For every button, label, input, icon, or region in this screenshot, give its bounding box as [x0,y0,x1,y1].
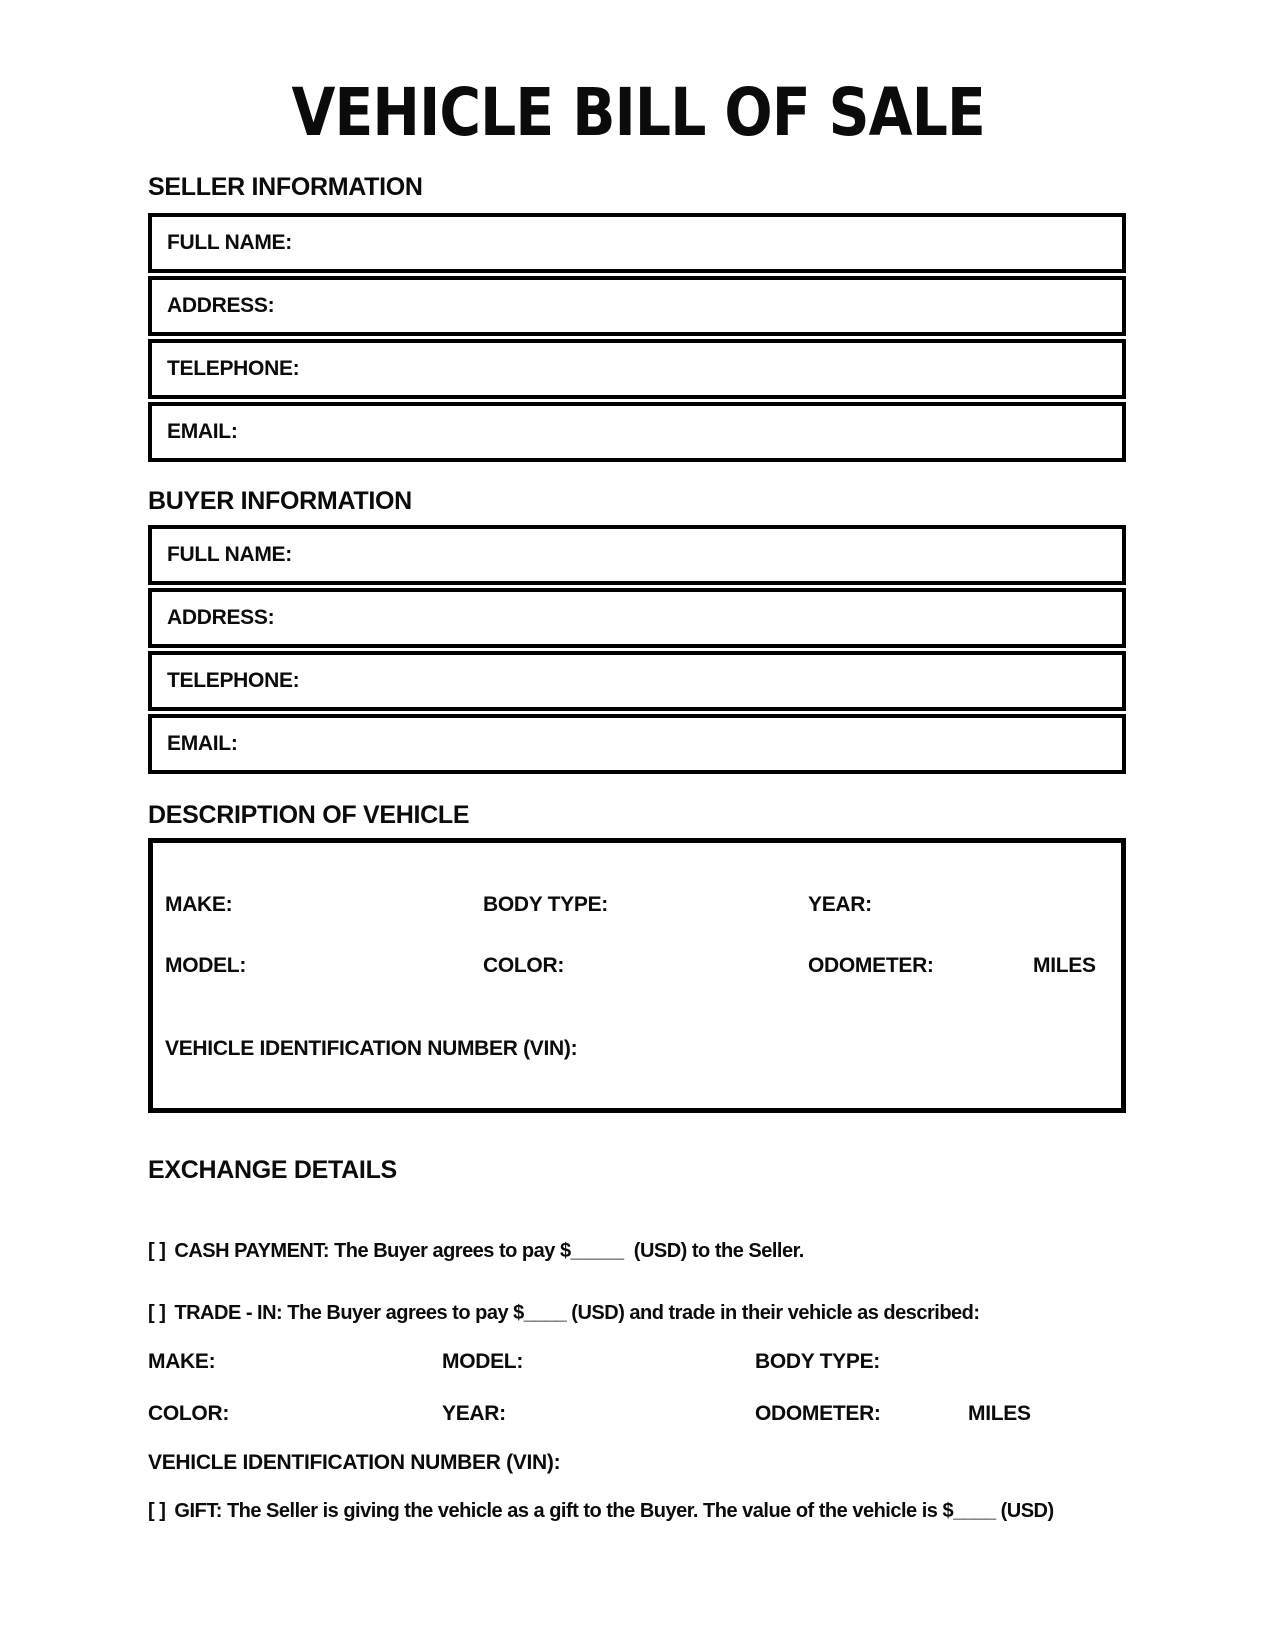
seller-info-box [148,213,1126,462]
buyer-section-heading: BUYER INFORMATION [148,487,412,515]
trade-vehicle-row-2 [148,1401,1188,1427]
trade-body-type-label: BODY TYPE: [755,1350,880,1373]
vehicle-color-label: COLOR: [483,954,565,977]
trade-vehicle-row-1 [148,1349,1188,1375]
seller-email-input[interactable] [238,406,1122,458]
trade-in-text: TRADE - IN: The Buyer agrees to pay $____ (USD) and trade in their vehicle as described: [174,1302,980,1324]
trade-model-label: MODEL: [442,1350,524,1373]
vehicle-body-type-label: BODY TYPE: [483,893,608,916]
vehicle-year-label: YEAR: [808,893,872,916]
buyer-info-box [148,525,1126,774]
buyer-full-name-row [148,525,1126,585]
vehicle-odometer-label: ODOMETER: [808,954,934,977]
buyer-full-name-label: FULL NAME: [167,543,292,566]
gift-text: GIFT: The Seller is giving the vehicle as a gift to the Buyer. The value of the vehicle is $____ (USD) [174,1500,1054,1522]
gift-checkbox[interactable]: [ ] [148,1500,166,1522]
seller-full-name-label: FULL NAME: [167,231,292,254]
cash-payment-checkbox[interactable]: [ ] [148,1240,166,1262]
vehicle-make-label: MAKE: [165,893,233,916]
seller-section-heading: SELLER INFORMATION [148,173,423,201]
trade-year-label: YEAR: [442,1402,506,1425]
vehicle-section-heading: DESCRIPTION OF VEHICLE [148,801,470,829]
exchange-section-heading: EXCHANGE DETAILS [148,1156,397,1184]
trade-miles-label: MILES [968,1402,1031,1425]
vehicle-vin-label: VEHICLE IDENTIFICATION NUMBER (VIN): [165,1037,578,1060]
seller-telephone-input[interactable] [299,343,1122,395]
vehicle-model-label: MODEL: [165,954,247,977]
seller-email-row [148,402,1126,462]
seller-address-input[interactable] [274,280,1122,332]
seller-address-label: ADDRESS: [167,294,275,317]
buyer-address-row [148,588,1126,648]
trade-make-label: MAKE: [148,1350,216,1373]
vehicle-description-box[interactable] [148,838,1126,1113]
trade-odometer-label: ODOMETER: [755,1402,881,1425]
buyer-email-input[interactable] [238,718,1122,770]
buyer-address-label: ADDRESS: [167,606,275,629]
trade-vin-label: VEHICLE IDENTIFICATION NUMBER (VIN): [148,1451,561,1474]
seller-email-label: EMAIL: [167,420,238,443]
trade-in-checkbox[interactable]: [ ] [148,1302,166,1324]
trade-color-label: COLOR: [148,1402,230,1425]
buyer-full-name-input[interactable] [292,529,1122,581]
trade-vehicle-vin-row [148,1450,1188,1476]
document-title-text: VEHICLE BILL OF SALE [291,74,985,151]
buyer-telephone-input[interactable] [299,655,1122,707]
trade-in-option [148,1300,980,1326]
cash-payment-text: CASH PAYMENT: The Buyer agrees to pay $_____ (USD) to the Seller. [174,1240,804,1262]
cash-payment-option [148,1238,804,1264]
seller-full-name-row [148,213,1126,273]
buyer-email-row [148,714,1126,774]
buyer-telephone-row [148,651,1126,711]
seller-telephone-row [148,339,1126,399]
gift-option [148,1498,1054,1524]
seller-address-row [148,276,1126,336]
seller-full-name-input[interactable] [292,217,1122,269]
seller-telephone-label: TELEPHONE: [167,357,300,380]
buyer-telephone-label: TELEPHONE: [167,669,300,692]
buyer-email-label: EMAIL: [167,732,238,755]
vehicle-miles-label: MILES [1033,954,1096,977]
buyer-address-input[interactable] [274,592,1122,644]
document-title [0,74,1276,151]
